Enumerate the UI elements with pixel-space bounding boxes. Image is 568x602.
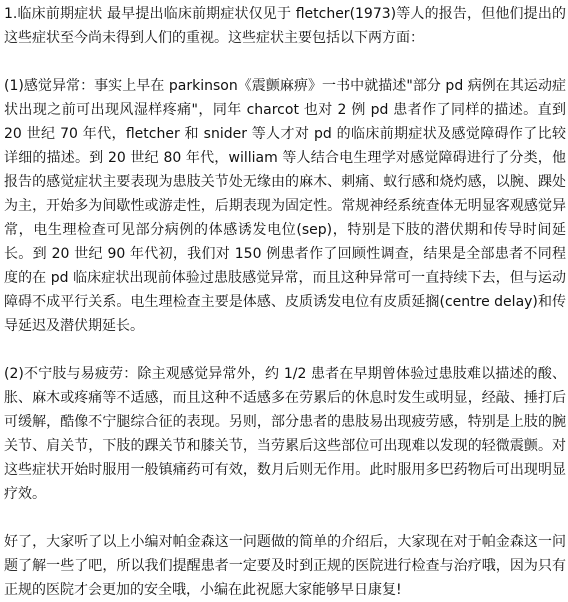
paragraph-spacer: [4, 506, 566, 530]
paragraph-spacer: [4, 50, 566, 74]
paragraph-preclinical-intro: 1.临床前期症状 最早提出临床前期症状仅见于 fletcher(1973)等人的报告，但他们提出的这些症状至今尚未得到人们的重视。这些症状主要包括以下两方面：: [4, 6, 566, 46]
paragraph-sensory-abnormality: (1)感觉异常：事实上早在 parkinson《震颤麻痹》一书中就描述"部分 pd 病例在其运动症状出现之前可出现风湿样疼痛"，同年 charcot 也对 2 例 pd 患者作了同样的描述。直到 20 世纪 70 年代，fletcher 和 snider 等人才对 pd 的临床前期症状及感觉障碍作了比较详细的描述。到 20 世纪 80 年代，william 等人结合电生理学对感觉障碍进行了分类，他报告的感觉症状主要表现为患肢关节处无缘由的麻木、刺痛、蚁行感和烧灼感，以腕、踝处为主，开始多为间歇性或游走性，后期表现为固定性。常规神经系统查体无明显客观感觉异常，电生理检查可见部分病例的体感诱发电位(sep)，特别是下肢的潜伏期和传导时间延长。到 20 世纪 90 年代初，我们对 150 例患者作了回顾性调查，结果是全部患者不同程度的在 pd 临床症状出现前体验过患肢感觉异常，而且这种异常可一直持续下去，但与运动障碍不成平行关系。电生理检查主要是体感、皮质诱发电位有皮质延搁(centre delay)和传导延迟及潜伏期延长。: [4, 78, 566, 334]
paragraph-restless-limbs: (2)不宁肢与易疲劳：除主观感觉异常外，约 1/2 患者在早期曾体验过患肢难以描述的酸、胀、麻木或疼痛等不适感，而且这种不适感多在劳累后的休息时发生或明显，经敲、捶打后可缓解，酷像不宁腿综合征的表现。另则，部分患者的患肢易出现疲劳感，特别是上肢的腕关节、肩关节，下肢的踝关节和膝关节，当劳累后这些部位可出现难以发现的轻微震颤。对这些症状开始时服用一般镇痛药可有效，数月后则无作用。此时服用多巴药物后可出现明显疗效。: [4, 366, 566, 502]
paragraph-closing-remarks: 好了，大家听了以上小编对帕金森这一问题做的简单的介绍后，大家现在对于帕金森这一问题了解一些了吧，所以我们提醒患者一定要及时到正规的医院进行检查与治疗哦，因为只有正规的医院才会更加的安全哦，小编在此祝愿大家能够早日康复!: [4, 534, 566, 598]
paragraph-spacer: [4, 338, 566, 362]
article-body: [4, 2, 566, 602]
